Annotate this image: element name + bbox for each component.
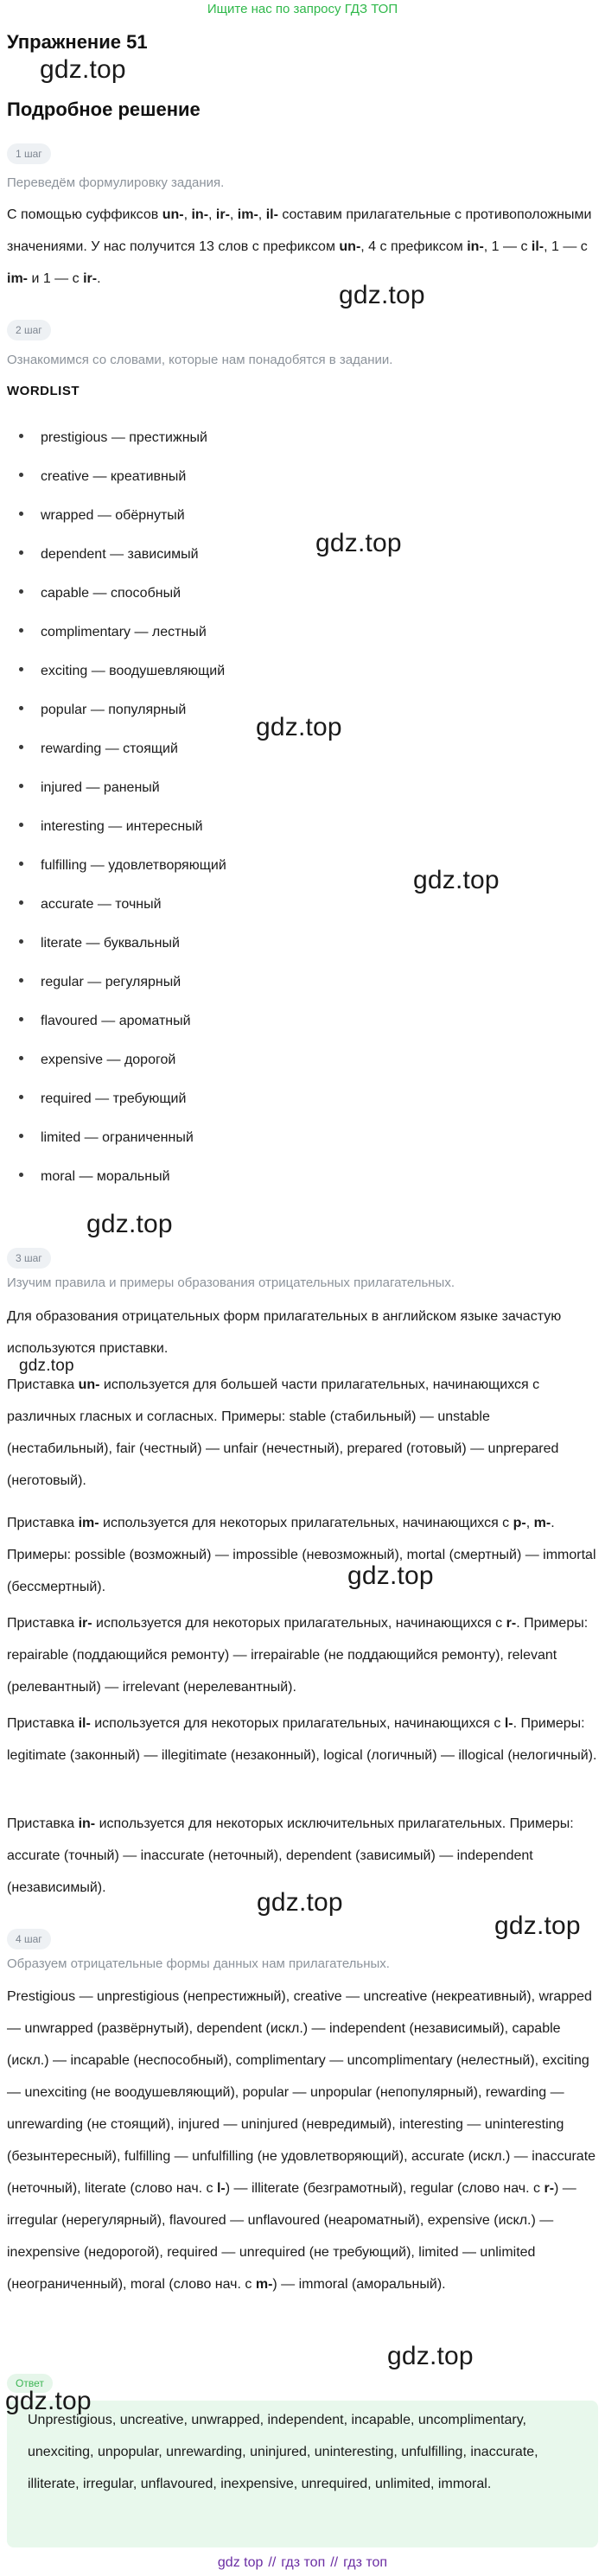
watermark: gdz.top	[86, 1210, 173, 1238]
footer-link[interactable]: гдз топ	[343, 2555, 388, 2570]
watermark: gdz.top	[40, 55, 126, 84]
list-item: dependent — зависимый	[19, 547, 199, 563]
watermark: gdz.top	[257, 1888, 343, 1917]
step3-paragraph: Приставка ir- используется для некоторых прилагательных, начинающихся с r-. Примеры: repairable (поддающийся ремонту) — irrepairable (не поддающийся ремонту), relevant (релевантный) — irrelevant (нерелевантный).	[7, 1616, 589, 1695]
watermark: gdz.top	[347, 1562, 434, 1590]
list-item: regular — регулярный	[19, 975, 181, 990]
watermark: gdz.top	[5, 2387, 92, 2415]
watermark: gdz.top	[494, 1911, 581, 1940]
list-item: complimentary — лестный	[19, 625, 207, 640]
step3-paragraph: Приставка in- используется для некоторых исключительных прилагательных. Примеры: accurate (точный) — inaccurate (неточный), dependent (зависимый) — independent (независимый).	[7, 1816, 574, 1895]
list-item: exciting — воодушевляющий	[19, 664, 225, 679]
list-item: fulfilling — удовлетворяющий	[19, 858, 226, 874]
list-item: capable — способный	[19, 586, 181, 601]
watermark: gdz.top	[413, 866, 500, 894]
list-item: creative — креативный	[19, 469, 186, 485]
footer-links: gdz top // гдз топ // гдз топ	[217, 2555, 388, 2570]
list-item: required — требующий	[19, 1091, 186, 1107]
watermark: gdz.top	[256, 713, 342, 741]
footer-link[interactable]: гдз топ	[281, 2555, 326, 2570]
list-item: prestigious — престижный	[19, 430, 207, 446]
section-title: Подробное решение	[7, 99, 201, 120]
list-item: expensive — дорогой	[19, 1053, 175, 1068]
list-item: popular — популярный	[19, 703, 186, 718]
step3-paragraph: Приставка un- используется для большей части прилагательных, начинающихся с различных гласных и согласных. Примеры: stable (стабильный) — unstable (нестабильный), fair (честный) — unfair (нечестный), prepared (готовый) — unprepared (неготовый).	[7, 1377, 559, 1488]
step3-paragraph: Для образования отрицательных форм прилагательных в английском языке зачастую используются приставки.	[7, 1309, 562, 1356]
step-badge: 1 шаг	[7, 143, 51, 164]
list-item: flavoured — ароматный	[19, 1014, 191, 1029]
watermark: gdz.top	[339, 281, 425, 309]
step-intro: Образуем отрицательные формы данных нам прилагательных.	[7, 1956, 390, 1971]
step-intro: Изучим правила и примеры образования отрицательных прилагательных.	[7, 1275, 455, 1290]
list-item: accurate — точный	[19, 897, 162, 913]
step-badge: 2 шаг	[7, 320, 51, 340]
step-badge: 3 шаг	[7, 1248, 51, 1269]
list-item: rewarding — стоящий	[19, 741, 178, 757]
wordlist-title: WORDLIST	[7, 384, 80, 398]
step3-paragraph: Приставка il- используется для некоторых прилагательных, начинающихся с l-. Примеры: legitimate (законный) — illegitimate (незаконный), logical (логичный) — illogical (нелогичный).	[7, 1716, 597, 1763]
step3-paragraph: Приставка im- используется для некоторых прилагательных, начинающихся с p-, m-. Примеры: possible (возможный) — impossible (невозможный), mortal (смертный) — immortal (бессмертный).	[7, 1516, 596, 1594]
list-item: interesting — интересный	[19, 819, 203, 835]
footer-link[interactable]: gdz top	[217, 2555, 264, 2570]
exercise-title: Упражнение 51	[7, 31, 148, 53]
top-banner-link[interactable]: Ищите нас по запросу ГДЗ ТОП	[207, 2, 398, 16]
list-item: literate — буквальный	[19, 936, 180, 951]
list-item: moral — моральный	[19, 1169, 170, 1185]
answer-badge: Ответ	[7, 2374, 53, 2393]
step-intro: Переведём формулировку задания.	[7, 175, 225, 190]
watermark: gdz.top	[387, 2342, 474, 2370]
step1-text: С помощью суффиксов un-, in-, ir-, im-, il- составим прилагательные с противоположными значениями. У нас получится 13 слов с префиксом un-, 4 с префиксом in-, 1 — с il-, 1 — с im- и 1 — с ir-.	[7, 207, 592, 286]
watermark: gdz.top	[315, 529, 402, 557]
list-item: injured — раненый	[19, 780, 160, 796]
step-badge: 4 шаг	[7, 1929, 51, 1949]
list-item: limited — ограниченный	[19, 1130, 194, 1146]
step4-text: Prestigious — unprestigious (непрестижный), creative — uncreative (некреативный), wrapped — unwrapped (развёрнутый), dependent (искл.) — independent (независимый), capable (искл.) — incapable (неспособный), complimentary — uncomplimentary (нелестный), exciting — unexciting (не воодушевляющий), popular — unpopular (непопулярный), rewarding — unrewarding (не стоящий), injured — uninjured (невредимый), interesting — uninteresting (безынтересный), fulfilling — unfulfilling (не удовлетворяющий), accurate (искл.) — inaccurate (неточный), literate (слово нач. с l-) — illiterate (безграмотный), regular (слово нач. с r-) — irregular (нерегулярный), flavoured — unflavoured (неароматный), expensive (искл.) — inexpensive (недорогой), required — unrequired (не требующий), limited — unlimited (неограниченный), moral (слово нач. с m-) — immoral (аморальный).	[7, 1989, 596, 2292]
list-item: wrapped — обёрнутый	[19, 508, 185, 524]
watermark: gdz.top	[19, 1357, 74, 1375]
step-intro: Ознакомимся со словами, которые нам понадобятся в задании.	[7, 353, 393, 367]
answer-text: Unprestigious, uncreative, unwrapped, independent, incapable, uncomplimentary, unexciting, unpopular, unrewarding, uninjured, uninteresting, unfulfilling, inaccurate, illiterate, irregular, unflavoured, inexpensive, unrequired, unlimited, immoral.	[28, 2413, 538, 2491]
